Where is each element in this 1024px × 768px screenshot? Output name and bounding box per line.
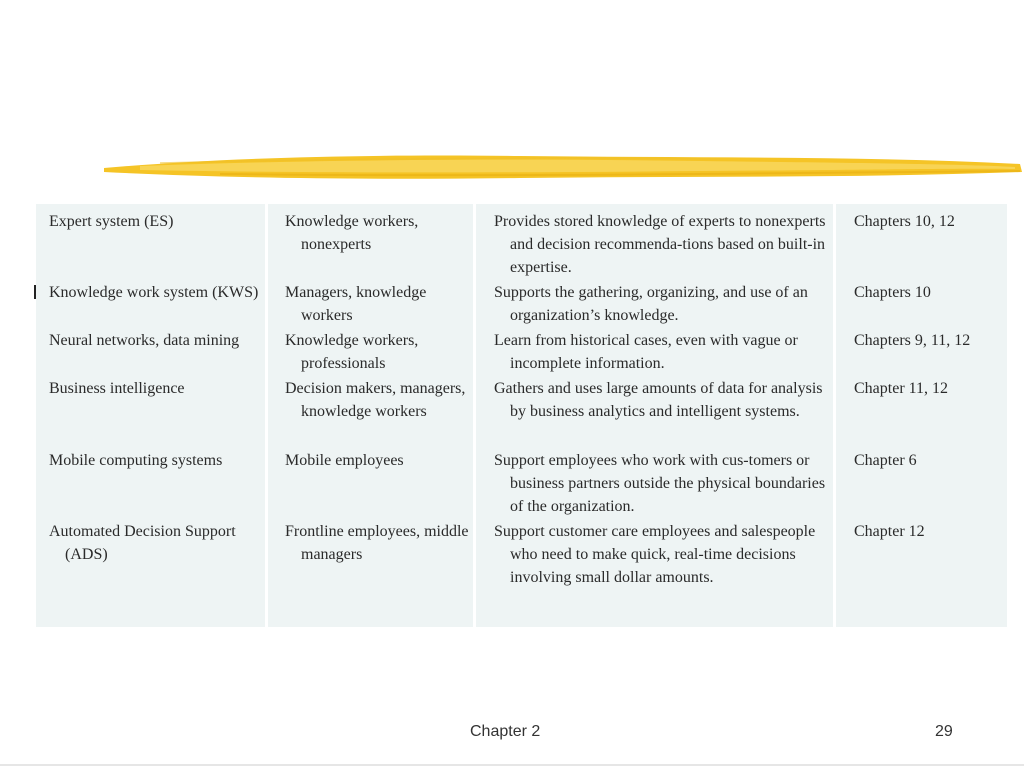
cell-description: Provides stored knowledge of experts to nonexperts and decision recommenda-tions based on built-in expertise. [494, 213, 826, 276]
cell-description: Support employees who work with cus-tomers or business partners outside the physical boundaries of the organization. [494, 452, 826, 515]
cell-chapters: Chapter 12 [854, 523, 925, 540]
cell-users: Knowledge workers, nonexperts [285, 213, 419, 253]
page-number: 29 [935, 723, 953, 740]
cell-chapters: Chapters 9, 11, 12 [854, 332, 971, 349]
footer-chapter: Chapter 2 [470, 723, 541, 740]
cell-system: Mobile computing systems [49, 452, 223, 469]
yellow-brush-stroke [100, 148, 1024, 188]
cell-users: Mobile employees [285, 452, 404, 469]
cell-chapters: Chapter 11, 12 [854, 380, 949, 397]
systems-table [36, 204, 1007, 627]
cell-description: Gathers and uses large amounts of data for analysis by business analytics and intelligent systems. [494, 380, 823, 420]
cell-users: Frontline employees, middle managers [285, 523, 469, 563]
cell-description: Supports the gathering, organizing, and use of an organization’s knowledge. [494, 284, 808, 324]
cell-system: Knowledge work system (KWS) [49, 284, 259, 301]
cell-users: Decision makers, managers, knowledge workers [285, 380, 466, 420]
cell-users: Knowledge workers, professionals [285, 332, 419, 372]
cell-chapters: Chapters 10 [854, 284, 931, 301]
cell-chapters: Chapter 6 [854, 452, 917, 469]
cell-description: Learn from historical cases, even with vague or incomplete information. [494, 332, 798, 372]
cell-system: Expert system (ES) [49, 213, 174, 230]
cell-system: Neural networks, data mining [49, 332, 240, 349]
cell-system: Automated Decision Support (ADS) [49, 523, 236, 563]
cell-users: Managers, knowledge workers [285, 284, 427, 324]
column-divider [265, 204, 268, 627]
cell-system: Business intelligence [49, 380, 185, 397]
bottom-divider [0, 764, 1024, 766]
cell-chapters: Chapters 10, 12 [854, 213, 955, 230]
cell-description: Support customer care employees and salespeople who need to make quick, real-time decisions involving small dollar amounts. [494, 523, 816, 586]
